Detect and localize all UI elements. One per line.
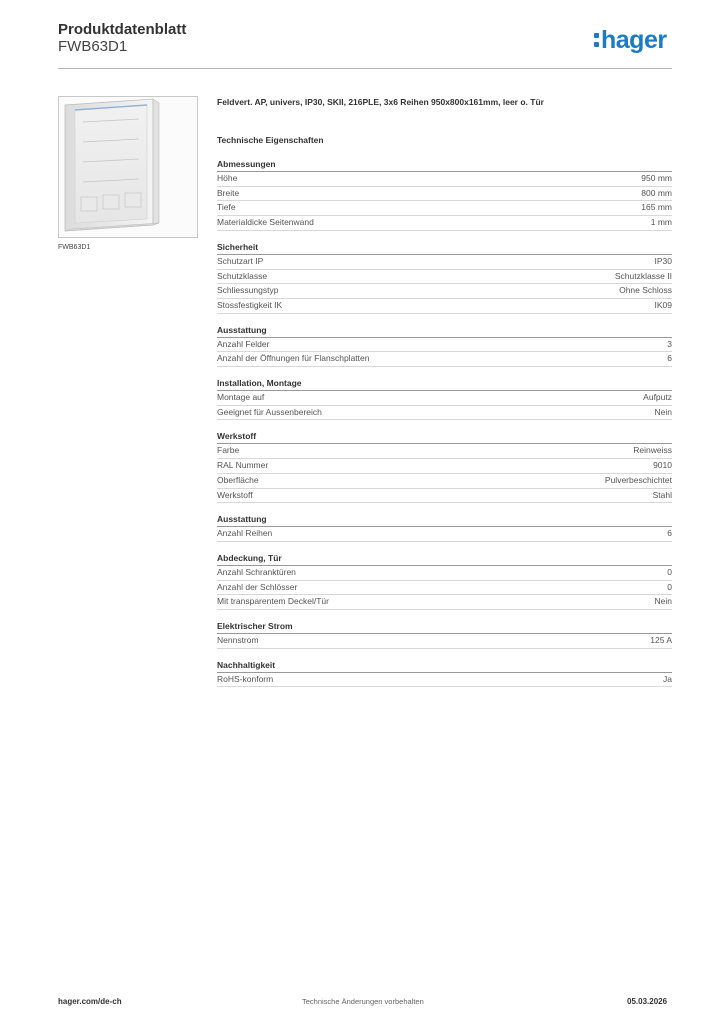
spec-row (217, 172, 672, 187)
spec-value: Ja (663, 673, 672, 684)
header-title: Produktdatenblatt (58, 21, 187, 38)
section-title: Installation, Montage (217, 377, 672, 391)
section-title: Sicherheit (217, 241, 672, 255)
spec-value: 0 (667, 581, 672, 592)
spec-value: Nein (654, 596, 672, 607)
spec-value: 3 (667, 338, 672, 349)
spec-row (217, 284, 672, 299)
spec-label: Materialdicke Seitenwand (217, 217, 314, 228)
logo-mark-icon (593, 26, 600, 48)
spec-label: Anzahl Reihen (217, 528, 273, 539)
spec-value: 165 mm (641, 202, 672, 213)
spec-row (217, 299, 672, 314)
spec-label: Werkstoff (217, 489, 253, 500)
spec-label: Nennstrom (217, 635, 259, 646)
spec-value: Schutzklasse II (614, 270, 672, 281)
spec-row (217, 406, 672, 421)
spec-value: Ohne Schloss (619, 285, 672, 296)
spec-row (217, 444, 672, 459)
spec-row (217, 391, 672, 406)
spec-row (217, 595, 672, 610)
spec-row (217, 566, 672, 581)
product-code: FWB63D1 (58, 38, 128, 55)
spec-label: Schliessungstyp (217, 285, 279, 296)
spec-label: Oberfläche (217, 474, 259, 485)
section-title: Werkstoff (217, 430, 672, 444)
spec-label: Schutzklasse (217, 270, 268, 281)
spec-value: Nein (654, 406, 672, 417)
spec-label: RAL Nummer (217, 460, 269, 471)
spec-row (217, 459, 672, 474)
spec-row (217, 216, 672, 231)
spec-section (217, 241, 672, 314)
image-caption: FWB63D1 (58, 244, 91, 251)
spec-value: 0 (667, 566, 672, 577)
spec-label: Farbe (217, 445, 240, 456)
spec-label: Tiefe (217, 202, 236, 213)
spec-label: Breite (217, 187, 240, 198)
spec-value: 1 mm (650, 217, 672, 228)
spec-value: Stahl (652, 489, 672, 500)
spec-value: Aufputz (643, 392, 672, 403)
technical-properties-title: Technische Eigenschaften (217, 135, 324, 145)
spec-row (217, 634, 672, 649)
spec-label: Anzahl Schranktüren (217, 566, 296, 577)
spec-row (217, 673, 672, 688)
header-divider (58, 68, 672, 69)
spec-value: IK09 (654, 299, 672, 310)
spec-row (217, 201, 672, 216)
product-image (58, 96, 198, 238)
spec-value: 6 (667, 528, 672, 539)
spec-section (217, 552, 672, 610)
spec-row (217, 255, 672, 270)
spec-value: 9010 (653, 460, 672, 471)
spec-value: IP30 (654, 255, 672, 266)
spec-row (217, 527, 672, 542)
spec-section (217, 158, 672, 231)
spec-label: Montage auf (217, 392, 265, 403)
spec-section (217, 324, 672, 367)
spec-section (217, 659, 672, 688)
section-title: Nachhaltigkeit (217, 659, 672, 673)
spec-value: 800 mm (641, 187, 672, 198)
spec-row (217, 489, 672, 504)
section-title: Elektrischer Strom (217, 620, 672, 634)
spec-section (217, 513, 672, 542)
spec-value: Reinweiss (633, 445, 672, 456)
hager-logo (593, 26, 667, 55)
spec-label: Schutzart IP (217, 255, 264, 266)
spec-value: 125 A (650, 635, 672, 646)
spec-label: RoHS-konform (217, 673, 274, 684)
footer-notice: Technische Änderungen vorbehalten (302, 997, 424, 1006)
spec-label: Stossfestigkeit IK (217, 299, 283, 310)
spec-label: Anzahl Felder (217, 338, 270, 349)
spec-label: Geeignet für Aussenbereich (217, 406, 322, 417)
footer-date: 05.03.2026 (627, 997, 668, 1006)
spec-row (217, 187, 672, 202)
spec-label: Höhe (217, 173, 238, 183)
section-title: Abmessungen (217, 158, 672, 172)
spec-row (217, 270, 672, 285)
footer-website-link[interactable]: hager.com/de-ch (58, 997, 122, 1006)
spec-value: Pulverbeschichtet (604, 474, 672, 485)
spec-label: Anzahl der Schlösser (217, 581, 298, 592)
spec-label: Anzahl der Öffnungen für Flanschplatten (217, 353, 370, 364)
distribution-cabinet-icon (59, 97, 197, 237)
section-title: Ausstattung (217, 513, 672, 527)
spec-section (217, 430, 672, 503)
spec-label: Mit transparentem Deckel/Tür (217, 596, 329, 607)
section-title: Abdeckung, Tür (217, 552, 672, 566)
spec-value: 6 (667, 353, 672, 364)
spec-content (217, 96, 672, 697)
spec-section (217, 620, 672, 649)
logo-text: hager (601, 26, 667, 54)
spec-row (217, 352, 672, 367)
spec-value: 950 mm (641, 173, 672, 183)
spec-section (217, 377, 672, 420)
section-title: Ausstattung (217, 324, 672, 338)
spec-row (217, 474, 672, 489)
spec-row (217, 581, 672, 596)
product-description: Feldvert. AP, univers, IP30, SKII, 216PLE, 3x6 Reihen 950x800x161mm, leer o. Tür (217, 97, 544, 107)
spec-row (217, 338, 672, 353)
